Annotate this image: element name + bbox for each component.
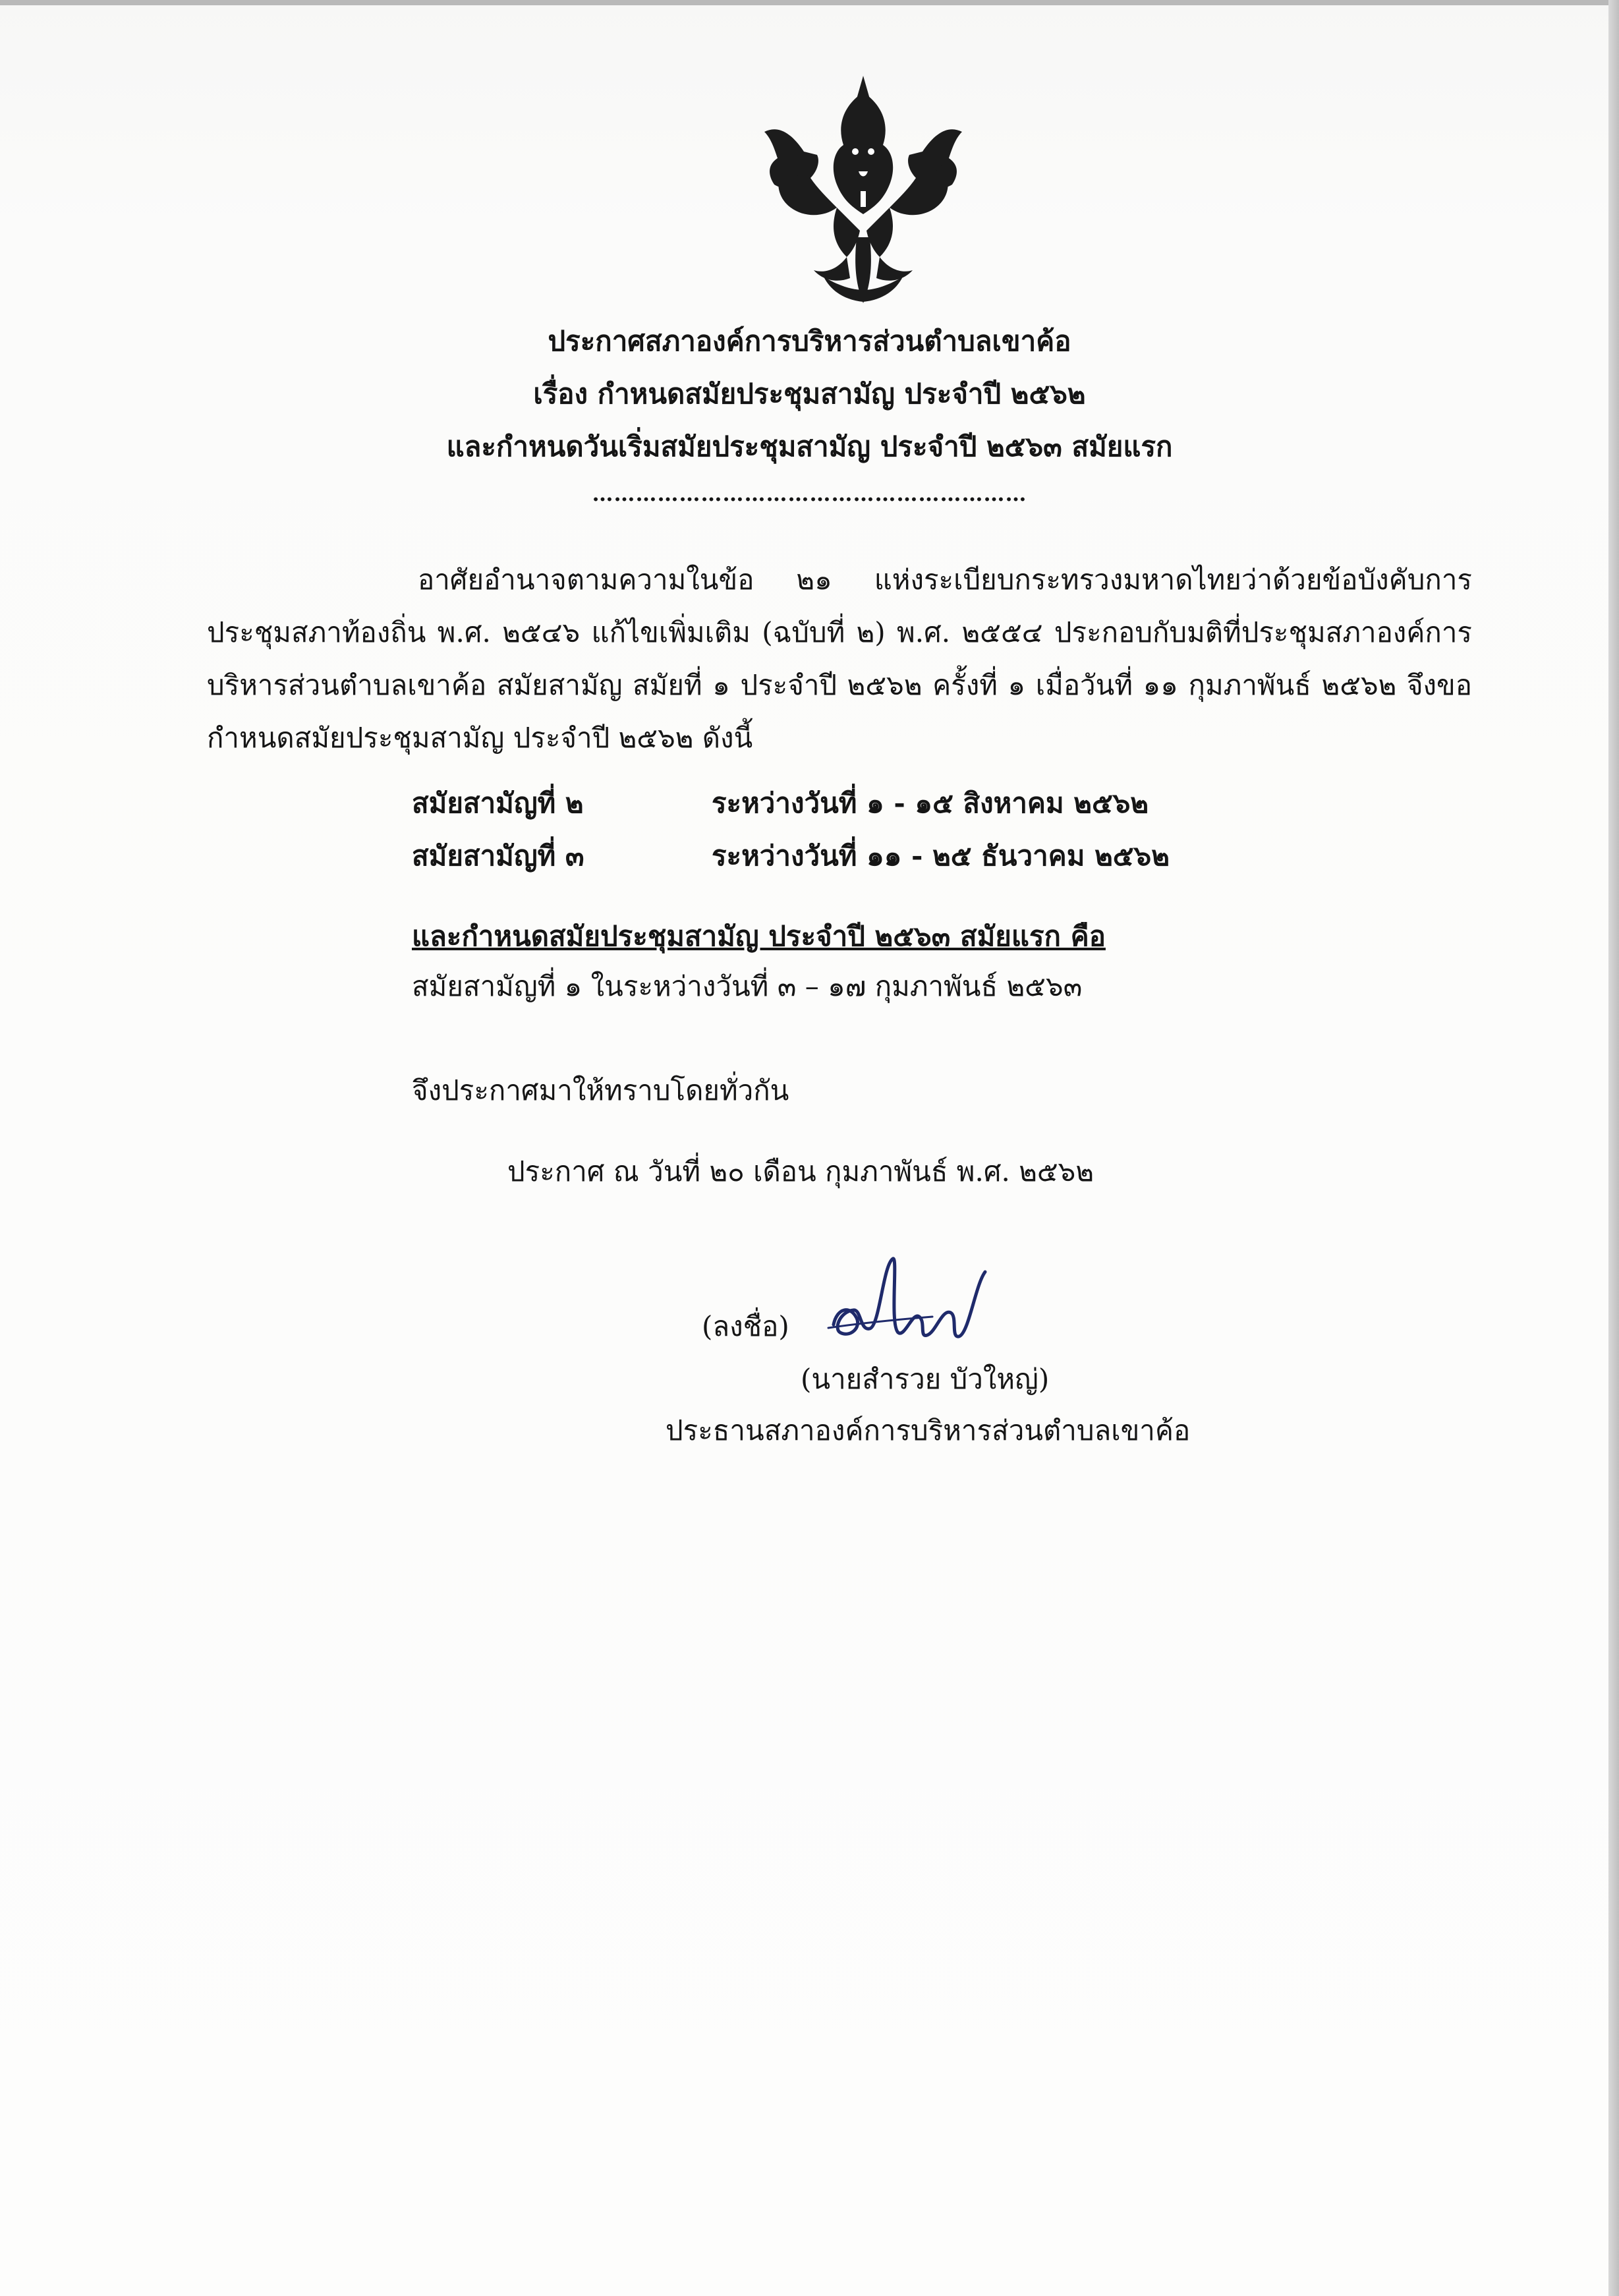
schedule-period-2: ระหว่างวันที่ ๑ - ๑๕ สิงหาคม ๒๕๖๒ [712,787,1149,819]
scan-top-edge [0,0,1619,5]
header-divider: …………………………………………………… [592,481,1027,506]
next-year-session: สมัยสามัญที่ ๑ ในระหว่างวันที่ ๓ – ๑๗ กุมภาพันธ์ ๒๕๖๓ [412,970,1083,1002]
subject-line-continued: และกำหนดวันเริ่มสมัยประชุมสามัญ ประจำปี ๒๕๖๓ สมัยแรก [446,430,1173,463]
schedule-period-3: ระหว่างวันที่ ๑๑ - ๒๕ ธันวาคม ๒๕๖๒ [712,840,1170,872]
signer-name: (นายสำรวย บัวใหญ่) [801,1363,1050,1395]
garuda-emblem-icon [738,72,988,323]
announcement-notice: จึงประกาศมาให้ทราบโดยทั่วกัน [412,1074,789,1106]
schedule-session-3: สมัยสามัญที่ ๓ [412,840,584,872]
announcement-title: ประกาศสภาองค์การบริหารส่วนตำบลเขาค้อ [548,325,1071,357]
signer-position: ประธานสภาองค์การบริหารส่วนตำบลเขาค้อ [666,1414,1191,1447]
subject-line: เรื่อง กำหนดสมัยประชุมสามัญ ประจำปี ๒๕๖๒ [533,378,1086,410]
announcement-date: ประกาศ ณ วันที่ ๒๐ เดือน กุมภาพันธ์ พ.ศ. ๒๕๖๒ [507,1155,1094,1188]
next-year-heading: และกำหนดสมัยประชุมสามัญ ประจำปี ๒๕๖๓ สมัยแรก คือ [412,920,1106,952]
schedule-session-2: สมัยสามัญที่ ๒ [412,787,584,819]
handwritten-signature [820,1246,998,1358]
signature-label: (ลงชื่อ) [702,1310,789,1342]
body-paragraph: อาศัยอำนาจตามความในข้อ ๒๑ แห่งระเบียบกระทรวงมหาดไทยว่าด้วยข้อบังคับการประชุมสภาท้องถิ่น พ.ศ. ๒๕๔๖ แก้ไขเพิ่มเติม (ฉบับที่ ๒) พ.ศ. ๒๕๕๔ ประกอบกับมติที่ประชุมสภาองค์การบริหารส่วนตำบลเขาค้อ สมัยสามัญ สมัยที่ ๑ ประจำปี ๒๕๖๒ ครั้งที่ ๑ เมื่อวันที่ ๑๑ กุมภาพันธ์ ๒๕๖๒ จึงขอกำหนดสมัยประชุมสามัญ ประจำปี ๒๕๖๒ ดังนี้ [207,563,1472,754]
